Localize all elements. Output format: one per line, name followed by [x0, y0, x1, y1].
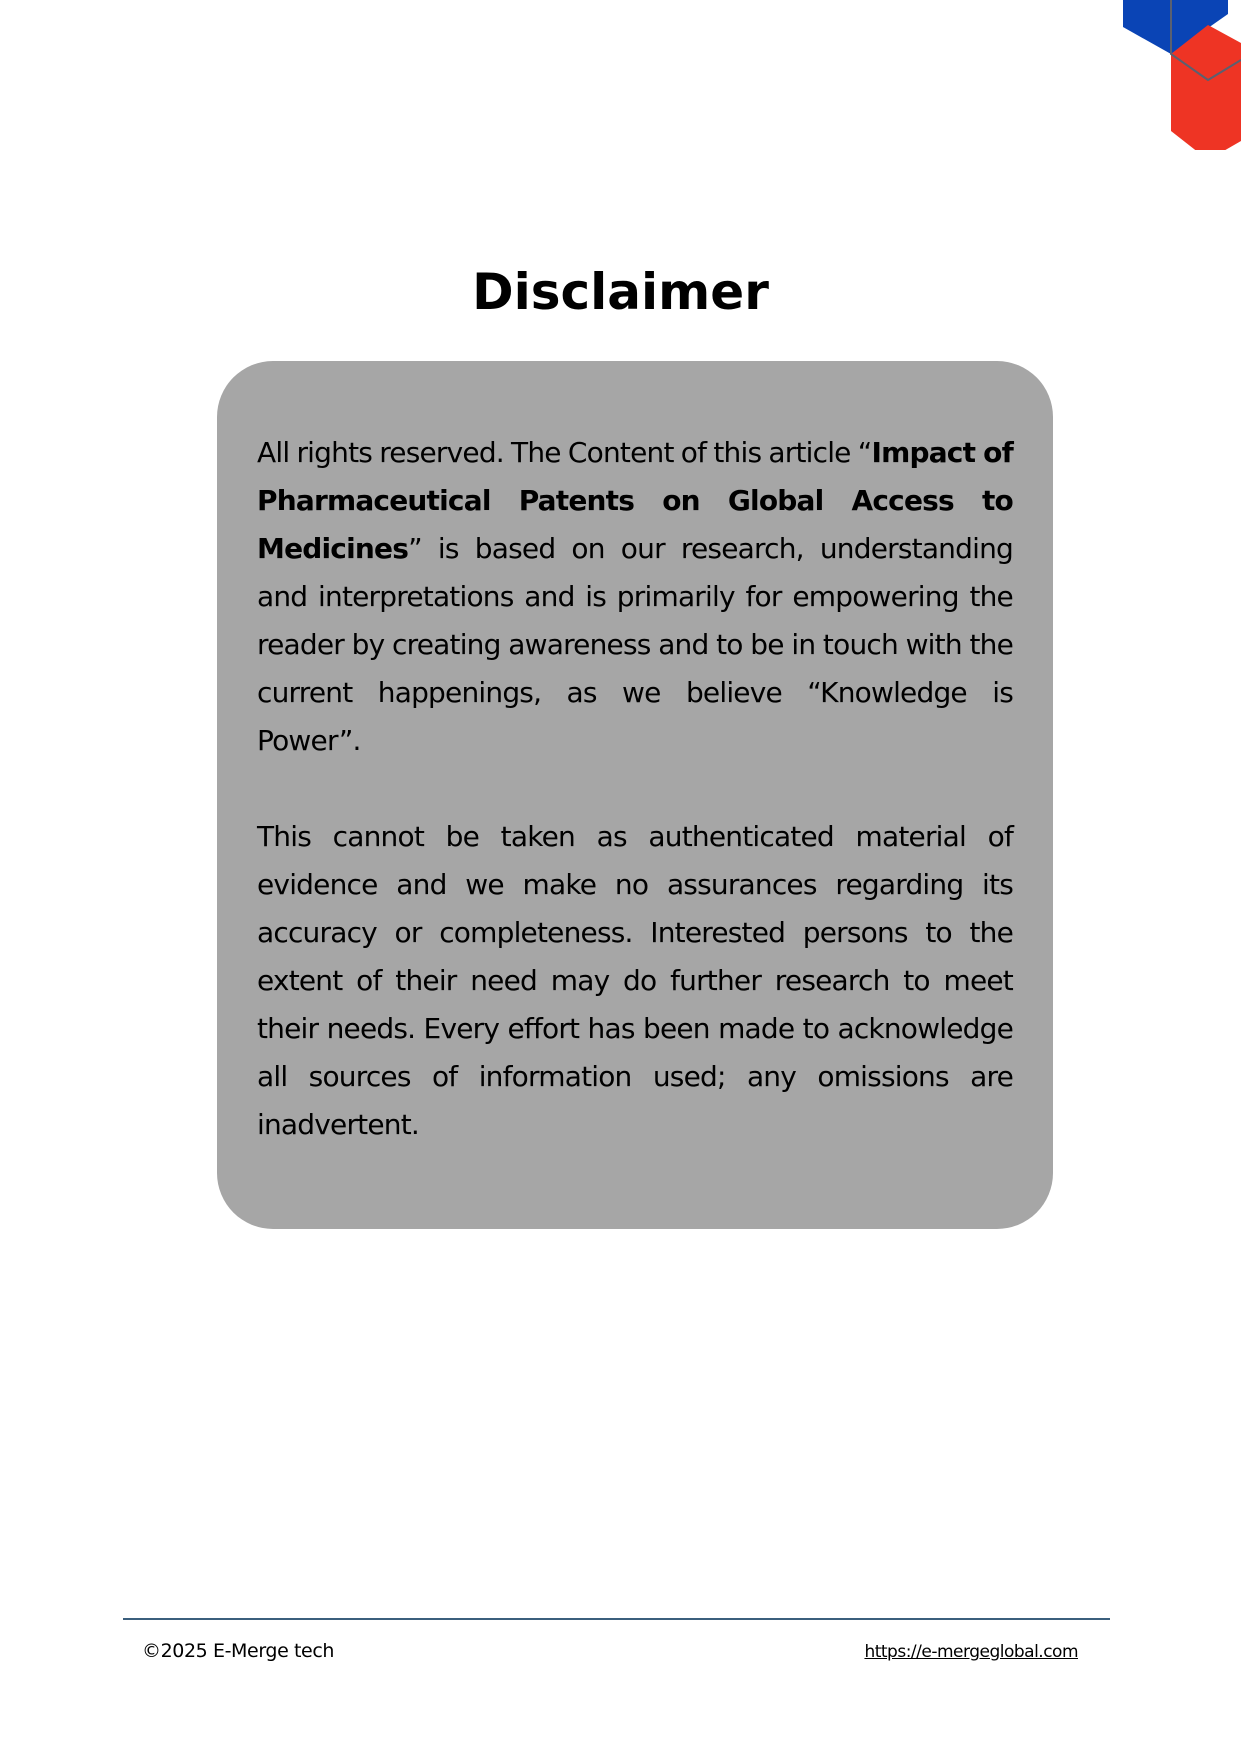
article-title: Impact of Pharmaceutical Patents on Global Access to Medicines	[257, 436, 1013, 565]
footer-copyright: ©2025 E-Merge tech	[142, 1640, 335, 1662]
website-link[interactable]: https://e-mergeglobal.com	[864, 1642, 1078, 1662]
hexagon-logo-icon	[1111, 0, 1241, 150]
disclaimer-paragraph-1	[257, 429, 1013, 765]
paragraph-1-rest: ” is based on our research, understanding and interpretations and is primarily for empowering the reader by creating awareness and to be in touch with the current happenings, as we believe “Knowledge is Power”.	[257, 532, 1013, 757]
page-title: Disclaimer	[472, 263, 769, 321]
disclaimer-paragraph-2: This cannot be taken as authenticated material of evidence and we make no assurances regarding its accuracy or completeness. Interested persons to the extent of their need may do further research to meet their needs. Every effort has been made to acknowledge all sources of information used; any omissions are inadvertent.	[257, 820, 1013, 1141]
disclaimer-box	[217, 361, 1053, 1229]
footer-divider	[123, 1618, 1110, 1620]
paragraph-1-intro: All rights reserved. The Content of this article “	[257, 436, 872, 469]
